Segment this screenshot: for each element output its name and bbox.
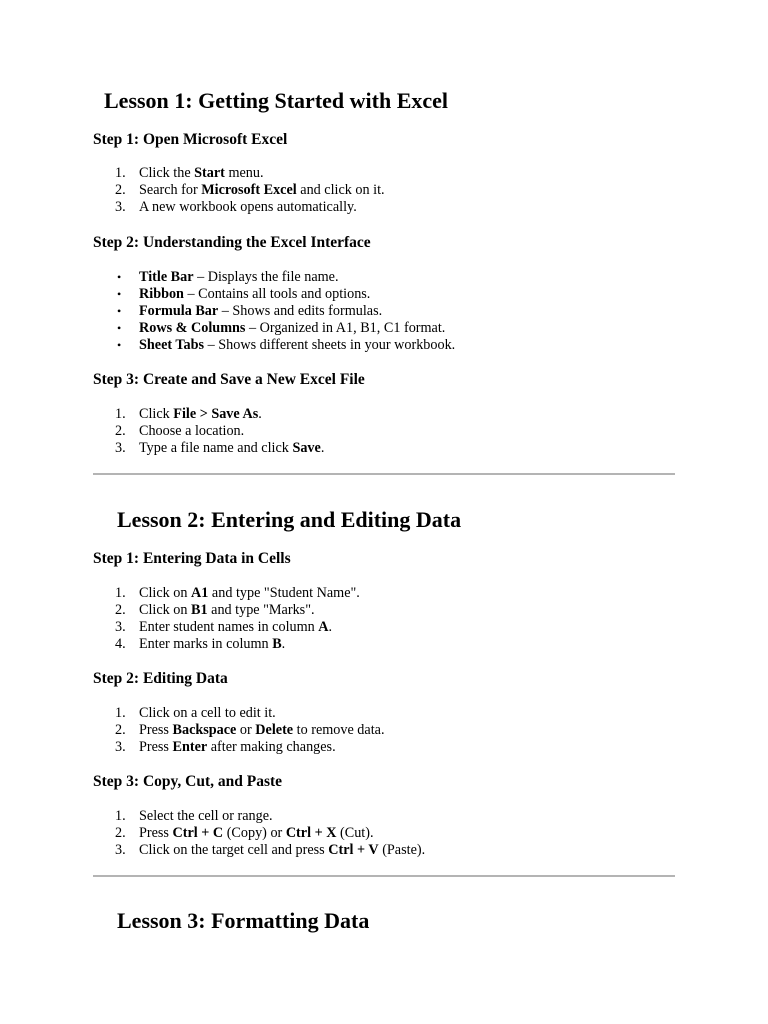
item-text: . bbox=[328, 619, 333, 635]
bold-text: Ctrl + X bbox=[285, 825, 337, 841]
lesson-2-step-1-list bbox=[93, 585, 360, 653]
bold-text: Start bbox=[194, 165, 225, 181]
item-text: – Shows and edits formulas. bbox=[218, 303, 383, 319]
item-text: Click on the target cell and press bbox=[139, 842, 329, 858]
lesson-1-step-3-list bbox=[93, 406, 324, 457]
list-item bbox=[93, 636, 360, 653]
bold-text: Sheet Tabs bbox=[139, 337, 205, 353]
list-marker: • bbox=[117, 338, 122, 352]
bold-text: Delete bbox=[255, 722, 294, 738]
list-item bbox=[93, 619, 360, 636]
list-marker: • bbox=[117, 321, 122, 335]
bold-text: Microsoft Excel bbox=[201, 182, 297, 198]
item-text: – Displays the file name. bbox=[193, 269, 339, 285]
list-item bbox=[93, 303, 455, 320]
lesson-2-step-3-list bbox=[93, 808, 425, 859]
lesson-2-step-2-title: Step 2: Editing Data bbox=[93, 670, 228, 687]
list-marker: 1. bbox=[115, 585, 126, 601]
list-marker: 2. bbox=[115, 722, 126, 738]
lesson-1-step-2-title: Step 2: Understanding the Excel Interface bbox=[93, 234, 371, 251]
bold-text: B1 bbox=[191, 602, 208, 618]
list-item bbox=[93, 739, 385, 756]
list-marker: 3. bbox=[115, 619, 126, 635]
item-text: Press bbox=[139, 722, 173, 738]
list-item bbox=[93, 585, 360, 602]
list-item bbox=[93, 842, 425, 859]
list-item bbox=[93, 825, 425, 842]
item-text: . bbox=[320, 440, 325, 456]
list-item bbox=[93, 337, 455, 354]
list-marker: 2. bbox=[115, 602, 126, 618]
item-text: and type "Student Name". bbox=[208, 585, 360, 601]
list-item bbox=[93, 320, 455, 337]
bold-text: Ctrl + V bbox=[328, 842, 379, 858]
list-marker: 3. bbox=[115, 199, 126, 215]
bold-text: Formula Bar bbox=[139, 303, 219, 319]
item-text: and type "Marks". bbox=[207, 602, 315, 618]
bold-text: Title Bar bbox=[139, 269, 194, 285]
item-text: Enter student names in column bbox=[139, 619, 319, 635]
item-text: Click on a cell to edit it. bbox=[139, 705, 276, 721]
lesson-1-step-2-list bbox=[93, 269, 455, 354]
item-text: (Cut). bbox=[336, 825, 374, 841]
list-marker: 2. bbox=[115, 182, 126, 198]
item-text: Click bbox=[139, 406, 174, 422]
item-text: – Organized in A1, B1, C1 format. bbox=[245, 320, 446, 336]
lesson-2-title: Lesson 2: Entering and Editing Data bbox=[117, 507, 462, 532]
lesson-2-step-2-list bbox=[93, 705, 385, 756]
item-text: (Copy) or bbox=[223, 825, 286, 841]
item-text: or bbox=[236, 722, 256, 738]
item-text: . bbox=[258, 406, 262, 422]
list-marker: 4. bbox=[115, 636, 126, 652]
bold-text: Ribbon bbox=[139, 286, 184, 302]
item-text: – Contains all tools and options. bbox=[183, 286, 371, 302]
bold-text: A1 bbox=[191, 585, 209, 601]
bold-text: B bbox=[272, 636, 282, 652]
item-text: (Paste). bbox=[378, 842, 426, 858]
bold-text: Rows & Columns bbox=[139, 320, 246, 336]
list-marker: • bbox=[117, 304, 122, 318]
list-marker: 3. bbox=[115, 739, 126, 755]
list-item bbox=[93, 165, 385, 182]
list-marker: • bbox=[117, 270, 122, 284]
item-text: to remove data. bbox=[293, 722, 385, 738]
item-text: Select the cell or range. bbox=[139, 808, 273, 824]
list-marker: 2. bbox=[115, 423, 126, 439]
list-marker: 3. bbox=[115, 842, 126, 858]
list-item bbox=[93, 406, 324, 423]
item-text: Choose a location. bbox=[139, 423, 245, 439]
item-text: . bbox=[281, 636, 286, 652]
list-marker: 3. bbox=[115, 440, 126, 456]
lesson-1-step-1-title: Step 1: Open Microsoft Excel bbox=[93, 131, 288, 148]
horizontal-rule bbox=[93, 473, 675, 475]
list-marker: 1. bbox=[115, 165, 126, 181]
horizontal-rule bbox=[93, 875, 675, 877]
lesson-2-step-1-title: Step 1: Entering Data in Cells bbox=[93, 550, 291, 567]
lesson-1-title: Lesson 1: Getting Started with Excel bbox=[104, 88, 449, 113]
item-text: – Shows different sheets in your workbook. bbox=[204, 337, 456, 353]
item-text: Enter marks in column bbox=[139, 636, 273, 652]
item-text: Click the bbox=[139, 165, 195, 181]
list-item bbox=[93, 199, 385, 216]
bold-text: File > Save As bbox=[173, 406, 259, 422]
item-text: Click on bbox=[139, 602, 192, 618]
lesson-1-step-3-title: Step 3: Create and Save a New Excel File bbox=[93, 371, 365, 388]
lesson-3-title: Lesson 3: Formatting Data bbox=[117, 908, 370, 933]
item-text: Click on bbox=[139, 585, 192, 601]
list-item bbox=[93, 722, 385, 739]
list-marker: 1. bbox=[115, 808, 126, 824]
item-text: Search for bbox=[139, 182, 202, 198]
bold-text: Enter bbox=[172, 739, 208, 755]
list-marker: • bbox=[117, 287, 122, 301]
item-text: after making changes. bbox=[207, 739, 336, 755]
list-item bbox=[93, 808, 425, 825]
list-marker: 1. bbox=[115, 705, 126, 721]
list-item bbox=[93, 182, 385, 199]
item-text: Press bbox=[139, 825, 173, 841]
list-item bbox=[93, 269, 455, 286]
lesson-2-step-3-title: Step 3: Copy, Cut, and Paste bbox=[93, 773, 283, 790]
item-text: Press bbox=[139, 739, 173, 755]
list-item bbox=[93, 286, 455, 303]
item-text: A new workbook opens automatically. bbox=[139, 199, 357, 215]
list-item bbox=[93, 440, 324, 457]
bold-text: Ctrl + C bbox=[172, 825, 224, 841]
item-text: Type a file name and click bbox=[139, 440, 293, 456]
bold-text: A bbox=[318, 619, 329, 635]
list-marker: 2. bbox=[115, 825, 126, 841]
lesson-1-step-1-list bbox=[93, 165, 385, 216]
list-item bbox=[93, 423, 324, 440]
item-text: menu. bbox=[224, 165, 264, 181]
bold-text: Backspace bbox=[172, 722, 237, 738]
item-text: and click on it. bbox=[296, 182, 385, 198]
list-item bbox=[93, 602, 360, 619]
bold-text: Save bbox=[292, 440, 321, 456]
list-item bbox=[93, 705, 385, 722]
list-marker: 1. bbox=[115, 406, 126, 422]
